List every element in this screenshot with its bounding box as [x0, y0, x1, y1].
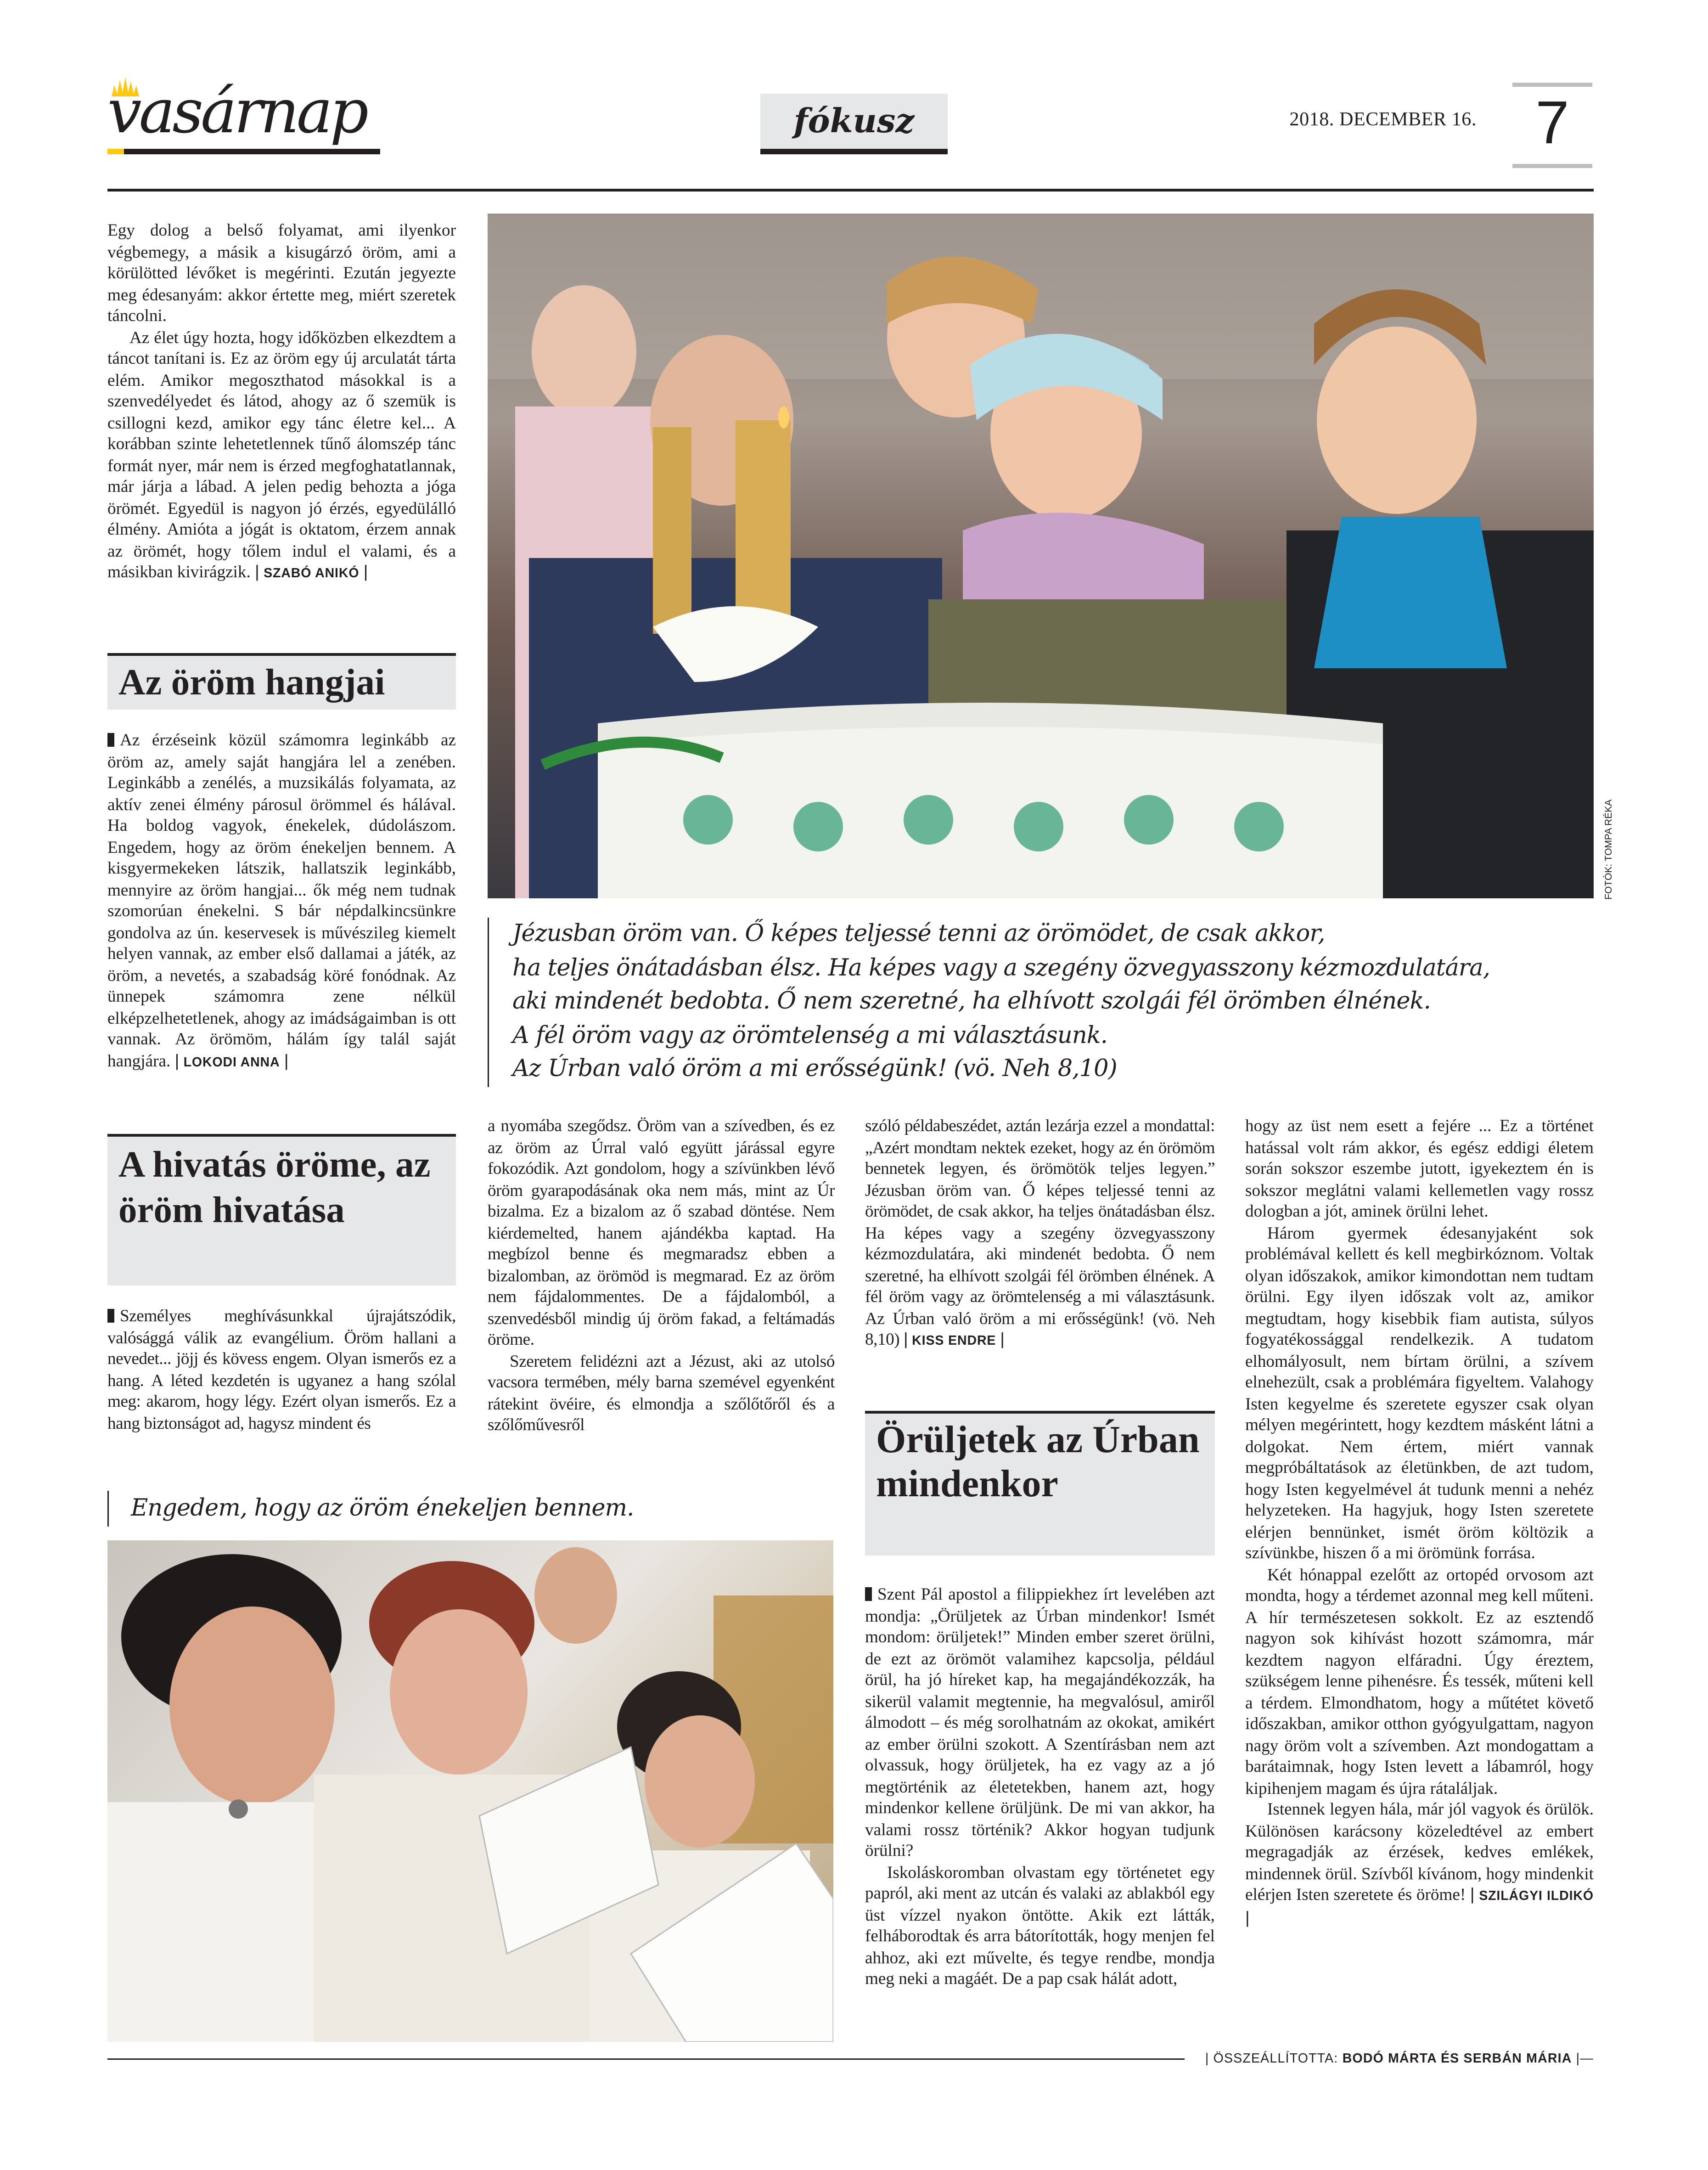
- headline-hivatas: A hivatás öröme, az öröm hivatása: [107, 1134, 456, 1285]
- byline: LOKODI ANNA: [183, 1054, 280, 1070]
- paragraph: [107, 1306, 456, 1434]
- paragraph: Szeretem felidézni azt a Jézust, aki az utolsó vacsora termében, mély barna szemével egyenként rátekint övéire, és elmondja a szőlőtőről és a szőlőművesről: [488, 1351, 835, 1434]
- article-kiss-col1: [107, 1306, 456, 1434]
- byline: SZABÓ ANIKÓ: [264, 566, 360, 581]
- quote-line: A fél öröm vagy az örömtelenség a mi választásunk.: [512, 1021, 1108, 1049]
- page-number: 7: [1512, 83, 1592, 168]
- paragraph-text: Istennek legyen hála, már jól vagyok és örülök. Különösen karácsony közeledtével az embert megragadják az érzések, kedves emlékek, mindennek örül. Szívből kívánom, hogy mindenkit elérjen Isten szeretete és öröme!: [1245, 1799, 1594, 1904]
- issue-date: 2018. DECEMBER 16.: [1289, 110, 1477, 131]
- paragraph: Iskoláskoromban olvastam egy történetet egy papról, aki ment az utcán és valaki az ablakból egy üst vízzel nyakon öntötte. Akik ezt látták, felháborodtak és arra bátorították, hogy menjen fel ahhoz, aki ezt művelte, és tegye rendbe, mondja meg neki a magáét. De a pap csak hálát adott,: [865, 1862, 1215, 1988]
- article-szilagyi-col3: [865, 1584, 1215, 1990]
- paragraph: Két hónappal ezelőtt az ortopéd orvosom azt mondta, hogy a térdemet azonnal meg kell műteni. A hír természetesen sokkolt. Ez az esztendő nagyon sok kihívást hozott számomra, már kezdtem nagyon elfáradni. Úgy éreztem, szükségem lenne pihenésre. És tessék, műteni kell a térdem. Elmondhatom, hogy a műtétet követő időszakban, amikor otthon gyógyulgattam, nagyon nagy öröm volt a szívemben. Azt mondogattam a barátaimnak, hogy Isten levett a lábamról, hogy kipihenjem magam és újra rátaláljak.: [1245, 1564, 1594, 1798]
- section-label: fókusz: [760, 94, 948, 154]
- photo-credit-text: FOTÓK: TOMPA RÉKA: [1605, 799, 1614, 900]
- paragraph: Istennek legyen hála, már jól vagyok és örülök. Különösen karácsony közeledtével az embert megragadják az érzések, kedves emlékek, mindennek örül. Szívből kívánom, hogy mindenkit elérjen Isten szeretete és öröme! | SZILÁGYI ILDIKÓ |: [1245, 1799, 1594, 1927]
- article-szabo-body: [107, 220, 456, 585]
- paragraph-text: Az érzéseink közül számomra leginkább az öröm az, amely saját hangjára lel a zenében. Leginkább a zenélés, a muzsikálás folyamata, az aktív zenei élmény párosul örömmel és hálával. Ha boldog vagyok, énekelek, dúdolászom. Engedem, hogy az öröm énekeljen bennem. A kisgyermekeken látszik, hallatszik leginkább, mennyire az öröm hangjai... ők még nem tudnak szomorúan énekelni. S bár népdalkincsünkre gondolva az ún. keservesek is művészileg kiemelt helyen vannak, az ember első dallamai a játék, az öröm, a nevetés, a szabadság köré fonódnak. Az ünnepek számomra zene nélkül elképzelhetetlenek, ahogy az imádságaimban is ott vannak. Az örömöm, hálám így talál saját hangjára.: [107, 730, 456, 1070]
- compiled-by-label: ÖSSZEÁLLÍTOTTA:: [1213, 2052, 1338, 2067]
- lead-marker: [107, 1309, 114, 1323]
- article-kiss-col2: [488, 1116, 835, 1437]
- photo-content: [107, 1540, 833, 2042]
- photo-children-blowing-candles: [488, 214, 1594, 898]
- lead-marker: [107, 733, 114, 747]
- main-pull-quote: [488, 918, 1601, 1087]
- paragraph-text: Az élet úgy hozta, hogy időközben elkezdtem a táncot tanítani is. Ez az öröm egy új arculatát tárta elém. Amikor megoszthatod másokkal is a szenvedélyedet és látod, ahogy az ő szemük is csillogni kezd, amikor egy tánc életre kel... A korábban szinte lehetetlennek tűnő álomszép tánc formát nyer, már nem is érzed megfoghatatlannak, már járja a lábad. A jelen pedig behozta a jóga örömét. Egyedül is nagyon jó érzés, egyedülálló élmény. Amióta a jógát is oktatom, érzem annak az örömét, hogy tőlem indul el valami, és a másikban kivirágzik.: [107, 327, 456, 581]
- headline-orom-hangjai: Az öröm hangjai: [107, 653, 456, 710]
- lead-marker: [865, 1587, 872, 1601]
- byline: SZILÁGYI ILDIKÓ: [1479, 1889, 1594, 1904]
- masthead-logo: [107, 77, 383, 157]
- photo-choir-singing: [107, 1540, 833, 2042]
- paragraph: Egy dolog a belső folyamat, ami ilyenkor végbemegy, a másik a kisugárzó öröm, ami a körülötted lévőket is megérinti. Ezután jegyezte meg édesanyám: akkor értette meg, miért szeretek táncolni.: [107, 220, 456, 325]
- quote-line: ha teljes önátadásban élsz. Ha képes vagy a szegény özvegyasszony kézmozdulatára,: [512, 954, 1490, 982]
- compiled-by: | ÖSSZEÁLLÍTOTTA: BODÓ MÁRTA ÉS SERBÁN MÁRIA |—: [1185, 2050, 1594, 2068]
- paragraph: Az érzéseink közül számomra leginkább az öröm az, amely saját hangjára lel a zenében. Leginkább a zenélés, a muzsikálás folyamata, az aktív zenei élmény párosul örömmel és hálával. Ha boldog vagyok, énekelek, dúdolászom. Engedem, hogy az öröm énekeljen bennem. A kisgyermekeken látszik, hallatszik leginkább, mennyire az öröm hangjai... ők még nem tudnak szomorúan énekelni. S bár népdalkincsünkre gondolva az ún. keservesek is művészileg kiemelt helyen vannak, az ember első dallamai a játék, az öröm, a nevetés, a szabadság köré fonódnak. Az ünnepek számomra zene nélkül elképzelhetetlenek, ahogy az imádságaimban is ott vannak. Az örömöm, hálám így talál saját hangjára. | LOKODI ANNA |: [107, 730, 456, 1070]
- logo-text: vasárnap: [107, 77, 366, 147]
- quote-line: Az Úrban való öröm a mi erősségünk! (vö. Neh 8,10): [512, 1055, 1117, 1083]
- paragraph: Az élet úgy hozta, hogy időközben elkezdtem a táncot tanítani is. Ez az öröm egy új arculatát tárta elém. Amikor megoszthatod másokkal is a szenvedélyedet és látod, ahogy az ő szemük is csillogni kezd, amikor egy tánc életre kel... A korábban szinte lehetetlennek tűnő álomszép tánc formát nyer, már nem is érzed megfoghatatlannak, már járja a lábad. A jelen pedig behozta a jóga örömét. Egyedül is nagyon jó érzés, egyedülálló élmény. Amióta a jógát is oktatom, érzem annak az örömét, hogy tőlem indul el valami, és a másikban kivirágzik. | SZABÓ ANIKÓ |: [107, 327, 456, 581]
- headline-oruljetek: Örüljetek az Úrban mindenkor: [865, 1411, 1215, 1556]
- photo-content: [488, 214, 1594, 898]
- paragraph: Három gyermek édesanyjaként sok problémával kellett és kell megbirkóznom. Voltak olyan időszakok, amikor kimondottan nem tudtam örülni. Egy ilyen időszak volt az, amikor megtudtam, hogy kisebbik fiam autista, súlyos fogyatékossággal rendelkezik. A tudatom elhomályosult, nem bírtam örülni, a szívem elnehezült, csak a problémára figyeltem. Valahogy Isten kegyelme és szeretete egyszer csak olyan mélyen megérintett, hogy kezdtem másként látni a dolgokat. Nem értem, miért vannak megpróbáltatások az életünkben, de azt tudom, hogy Isten kegyelmével át tudunk menni a nehéz helyzeteken. Ha hagyjuk, hogy Isten szeretete elérjen bennünket, ismét öröm költözik a szívünkbe, hiszen ő a mi örömünk forrása.: [1245, 1223, 1594, 1562]
- header-rule: [107, 189, 1594, 192]
- paragraph-text: Személyes meghívásunkkal újrajátszódik, valósággá válik az evangélium. Öröm hallani a nevedet... jöjj és kövess engem. Olyan ismerős ez a hang. A léted kezdetén is ugyanez a hang szólal meg: akarom, hogy légy. Ezért olyan ismerős. Ez a hang biztonságot ad, hagysz mindent és: [107, 1306, 456, 1432]
- photo-credit: [1602, 792, 1621, 900]
- article-szilagyi-col4: [1245, 1116, 1594, 1929]
- paragraph: hogy az üst nem esett a fejére ... Ez a történet hatással volt rám akkor, és egész eddigi életem során sokszor eszembe jutott, igyekeztem én is sokszor meglátni valami kellemetlen vagy rossz dologban a jót, aminek örülni lehet.: [1245, 1116, 1594, 1221]
- quote-line: aki mindenét bedobta. Ő nem szeretné, ha elhívott szolgái fél örömben élnének.: [512, 988, 1431, 1015]
- compiled-by-names: BODÓ MÁRTA ÉS SERBÁN MÁRIA: [1342, 2052, 1572, 2067]
- logo-underline: [107, 149, 380, 154]
- paragraph-text: szóló példabeszédet, aztán lezárja ezzel a mondattal: „Azért mondtam nektek ezeket, hogy az én örömöm bennetek legyen, és örömötök teljes legyen.” Jézusban öröm van. Ő képes teljessé tenni az örömödet, de csak akkor, ha teljes önátadásban élsz. Ha képes vagy a szegény özvegyasszony kézmozdulatára, aki mindenét bedobta. Ő nem szeretné, ha elhívott szolgái fél örömben élnének. A fél öröm vagy az örömtelenség a mi választásunk. Az Úrban való öröm a mi erősségünk! (vö. Neh 8,10): [865, 1116, 1215, 1349]
- article-kiss-col3: [865, 1116, 1215, 1353]
- article-lokodi-body: [107, 730, 456, 1073]
- paragraph: [865, 1584, 1215, 1862]
- paragraph: a nyomába szegődsz. Öröm van a szívedben, és ez az öröm az Úrral való együtt járással egyre fokozódik. Azt gondolom, hogy a szívünkben lévő öröm gyarapodásának oka nem más, mint az Úr bizalma. Ez a bizalom az ő szabad döntése. Nem kiérdemelted, hanem ajándékba kaptad. Ha megbízol benne és megmaradsz ebben a bizalomban, az örömöd is megmarad. Ez az öröm nem fájdalommentes. De a fájdalomból, a szenvedésből mindig új öröm fakad, a feltámadás öröme.: [488, 1116, 835, 1349]
- quote-line: Jézusban öröm van. Ő képes teljessé tenni az örömödet, de csak akkor,: [512, 920, 1325, 948]
- byline: KISS ENDRE: [912, 1334, 996, 1349]
- pull-quote-engedem: Engedem, hogy az öröm énekeljen bennem.: [107, 1491, 820, 1527]
- paragraph: szóló példabeszédet, aztán lezárja ezzel a mondattal: „Azért mondtam nektek ezeket, hogy az én örömöm bennetek legyen, és örömötök teljes legyen.” Jézusban öröm van. Ő képes teljessé tenni az örömödet, de csak akkor, ha teljes önátadásban élsz. Ha képes vagy a szegény özvegyasszony kézmozdulatára, aki mindenét bedobta. Ő nem szeretné, ha elhívott szolgái fél örömben élnének. A fél öröm vagy az örömtelenség a mi választásunk. Az Úrban való öröm a mi erősségünk! (vö. Neh 8,10) | KISS ENDRE |: [865, 1116, 1215, 1349]
- paragraph-text: Szent Pál apostol a filippiekhez írt levelében azt mondja: „Örüljetek az Úrban mindenkor! Ismét mondom: örüljetek!” Minden ember szeret örülni, de ezt az örömöt valamihez kapcsolja, például örül, ha jó híreket kap, ha megajándékozzák, ha sikerül valamit megtennie, ha megvalósul, amiről álmodott – és még sorolhatnám az okokat, amikért az ember örülni szokott. A Szentírásban nem azt olvassuk, hogy örüljetek, ha ez vagy az a jó megtörténik az életetekben, hanem azt, hogy mindenkor kellene örüljünk. De mi van akkor, ha valami rossz történik? Akkor hogyan tudjunk örülni?: [865, 1584, 1215, 1860]
